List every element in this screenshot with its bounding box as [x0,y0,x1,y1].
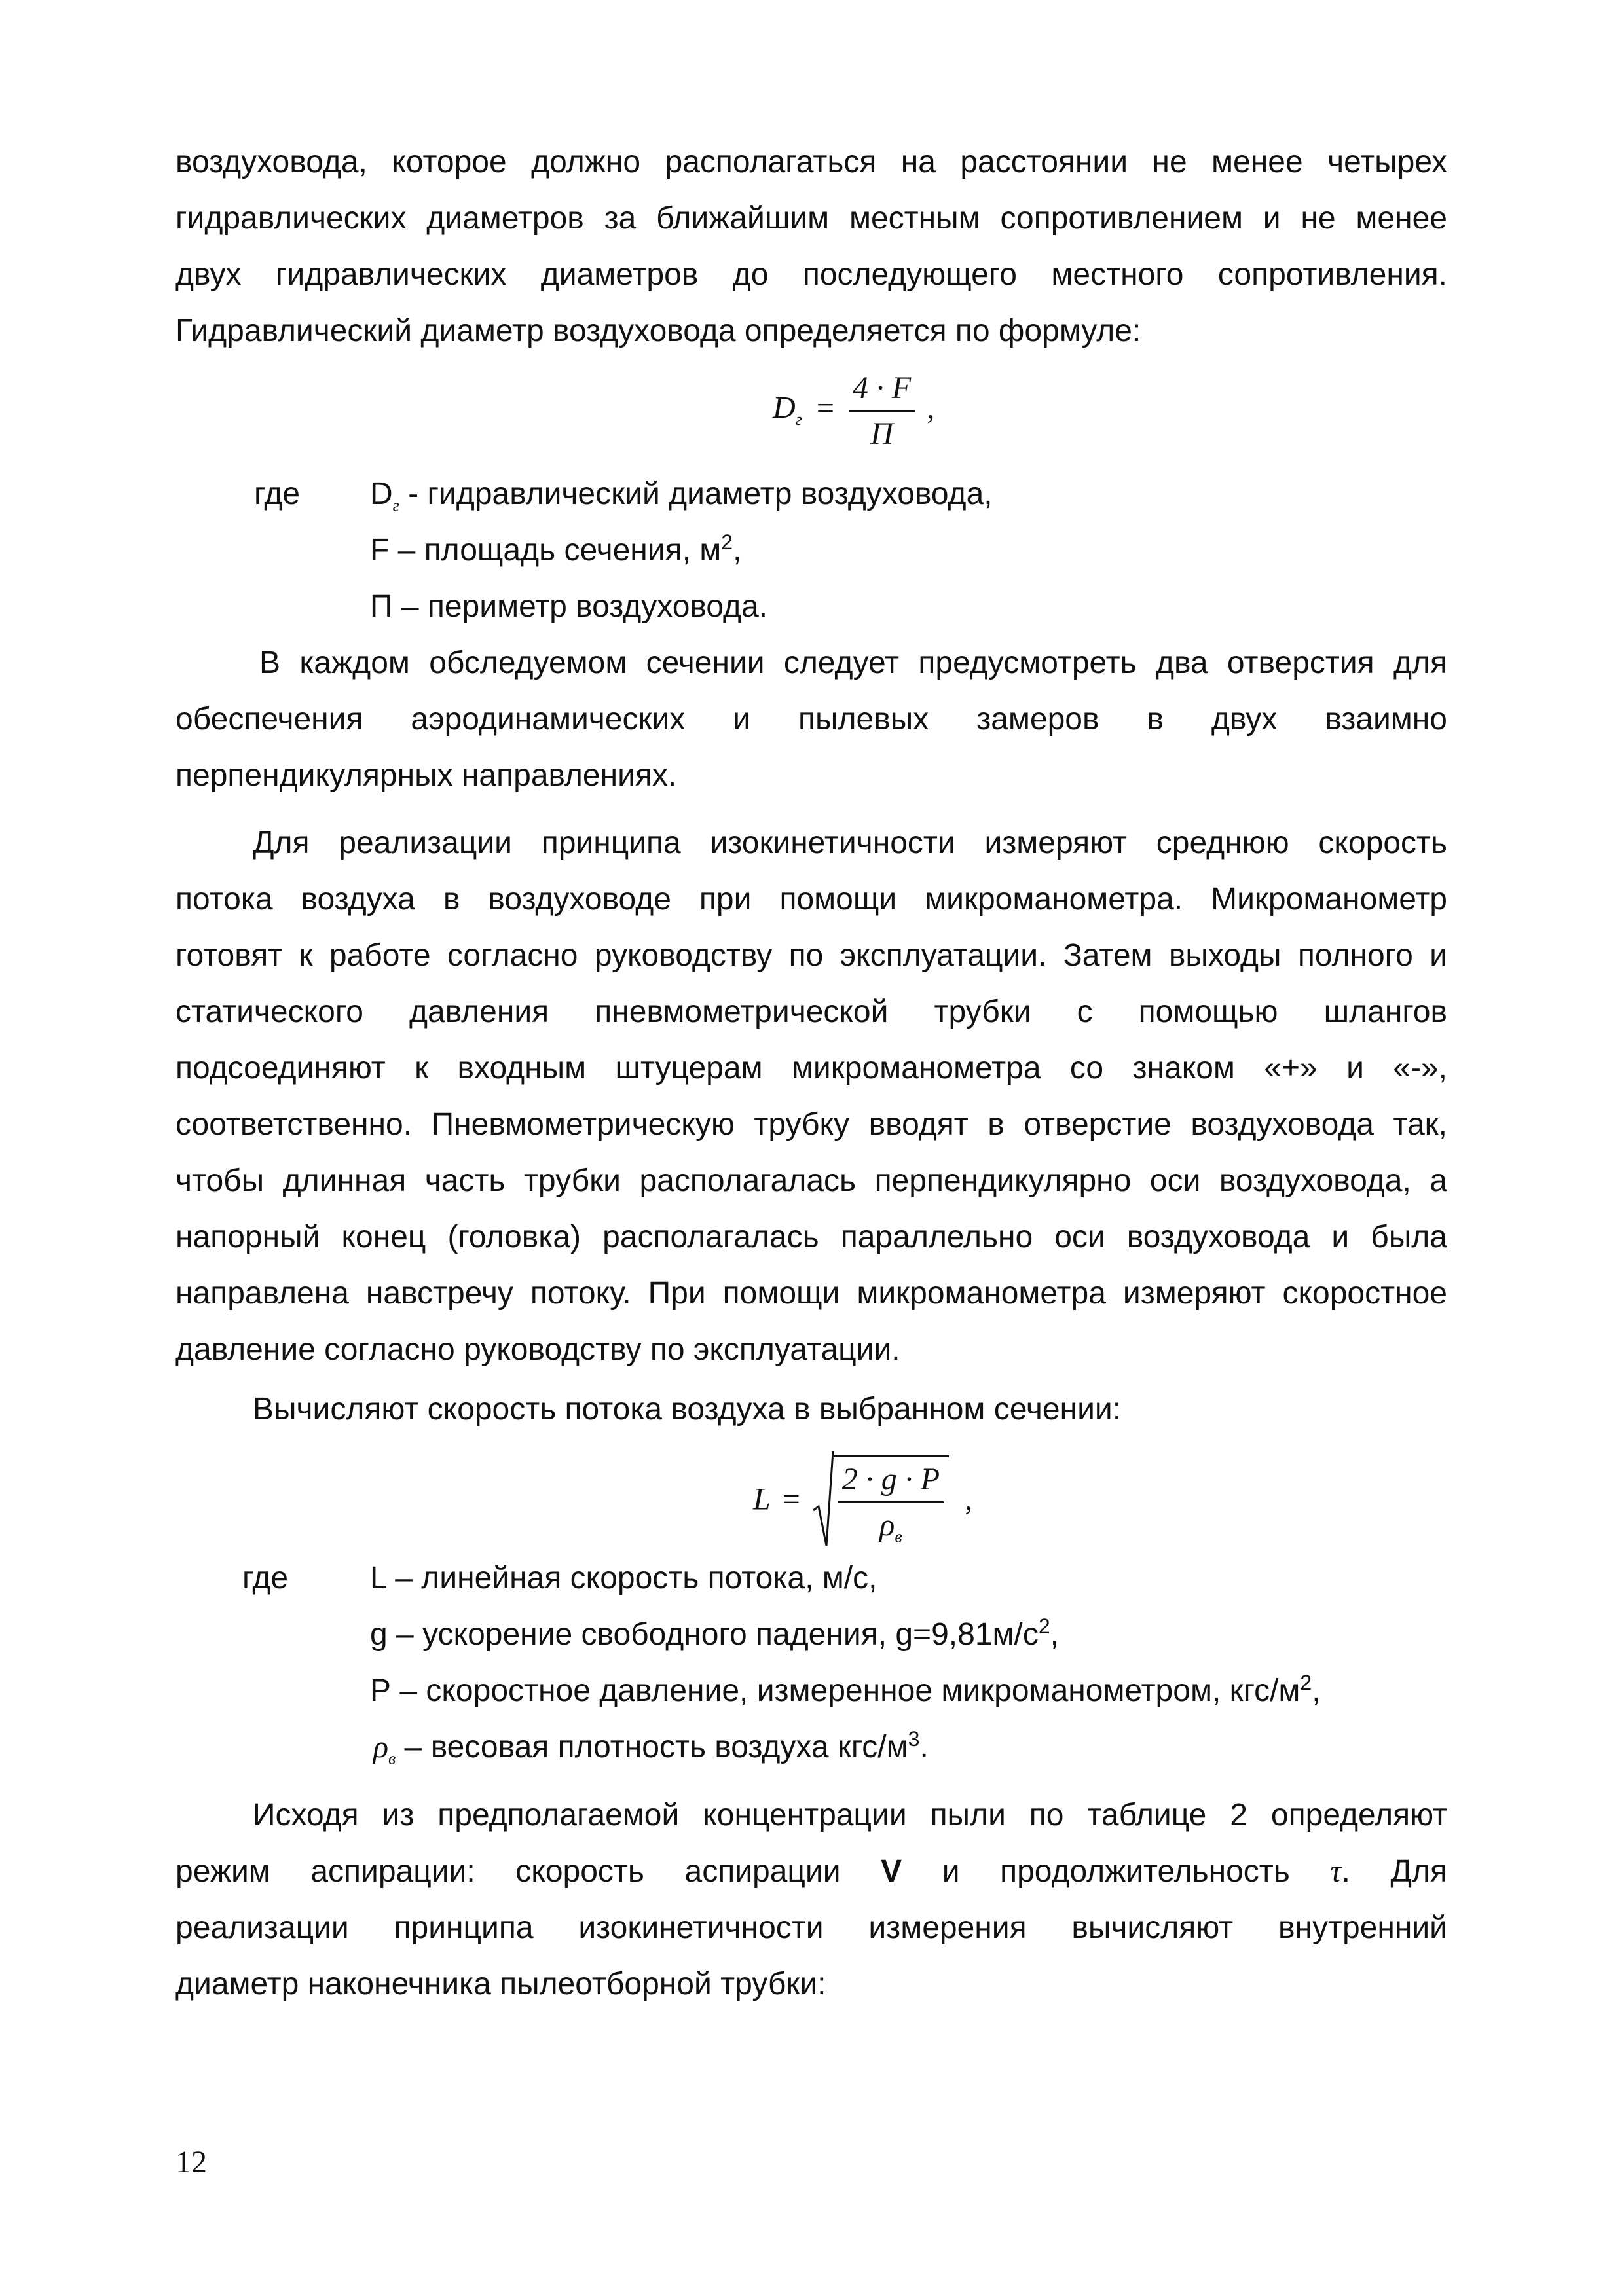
where-1-item [370,579,767,635]
where-1-symbol-sub: г [392,496,399,515]
paragraph-3-line: чтобы длинная часть трубки располагалась перпендикулярно оси воздуховода, а [175,1163,1447,1198]
paragraph-3 [175,815,1447,1378]
formula-2-trail: , [965,1482,973,1517]
where-2-text: Р – скоростное давление, измеренное микроманометром, кгс/м [370,1673,1301,1708]
formula-1-denominator: П [870,416,893,451]
formula-2-numerator: 2 · g · P [838,1461,944,1503]
paragraph-3-line: Для реализации принципа изокинетичности измеряют среднюю скорость [253,826,1447,860]
formula-1-lhs-sub: г [795,410,802,429]
paragraph-1-line: Гидравлический диаметр воздуховода определяется по формуле: [175,314,1141,348]
paragraph-2-line: обеспечения аэродинамических и пылевых замеров в двух взаимно [175,702,1447,737]
paragraph-1-line: гидравлических диаметров за ближайшим местным сопротивлением и не менее [175,201,1447,236]
where-2-text: L – линейная скорость потока, м/с, [370,1561,877,1595]
paragraph-3-line: соответственно. Пневмометрическую трубку вводят в отверстие воздуховода так, [175,1107,1447,1142]
where-2-symbol: ρ [373,1730,389,1764]
sqrt-radical-icon [812,1450,834,1548]
formula-2-rho: ρ [879,1508,895,1542]
paragraph-2 [175,635,1447,804]
formula-1-trail: , [927,390,935,426]
where-1-item [370,466,993,522]
formula-2-eq: = [782,1482,800,1517]
paragraph-1-line: двух гидравлических диаметров до последующего местного сопротивления. [175,257,1447,292]
formula-1-numerator: 4 · F [849,370,915,412]
formula-1-eq: = [816,390,834,426]
paragraph-3-line: давление согласно руководству по эксплуатации. [175,1332,900,1367]
where-2-item [370,1607,1059,1663]
where-2-sup: 2 [1300,1671,1312,1694]
where-1-text: П – периметр воздуховода. [370,589,768,624]
formula-2-fraction [833,1455,949,1546]
where-1-text: - гидравлический диаметр воздуховода, [399,477,993,511]
paragraph-5-line [175,1844,1447,1900]
where-2-sup: 3 [908,1727,920,1751]
where-2-item [373,1719,929,1776]
paragraph-5-text: и продолжительность [902,1854,1331,1889]
paragraph-5-line: Исходя из предполагаемой концентрации пыли по таблице 2 определяют [253,1798,1447,1832]
paragraph-3-line: направлена навстречу потоку. При помощи микроманометра измеряют скоростное [175,1276,1447,1311]
paragraph-3-line: готовят к работе согласно руководству по эксплуатации. Затем выходы полного и [175,938,1447,973]
formula-linear-velocity [753,1450,972,1548]
paragraph-5-line: диаметр наконечника пылеотборной трубки: [175,1967,826,2001]
formula-2-lhs: L [753,1482,771,1517]
where-1-symbol: D [370,477,393,511]
formula-1-fraction [849,370,915,452]
paragraph-1 [175,134,1447,359]
formula-2-denominator [838,1503,944,1546]
paragraph-2-line: В каждом обследуемом сечении следует предусмотреть два отверстия для [259,646,1447,680]
where-2-sup: 2 [1038,1614,1050,1638]
page-number: 12 [175,2145,207,2179]
where-2-tail: , [1312,1673,1321,1708]
paragraph-5-tau: τ [1330,1854,1342,1889]
where-2-text: g – ускорение свободного падения, g=9,81м/с [370,1617,1039,1652]
where-2-tail: , [1050,1617,1059,1652]
paragraph-3-line: потока воздуха в воздуховоде при помощи микроманометра. Микроманометр [175,882,1447,917]
where-2-label: где [242,1561,289,1595]
paragraph-5-text: . Для [1341,1854,1447,1889]
paragraph-5 [175,1787,1447,2013]
formula-1-lhs: D [773,390,796,426]
where-1-sup: 2 [721,530,733,554]
paragraph-2-line: перпендикулярных направлениях. [175,758,677,793]
where-2-symbol-sub: в [388,1749,396,1768]
where-1-label: где [254,477,301,511]
paragraph-3-line: статического давления пневмометрической трубки с помощью шлангов [175,994,1447,1029]
where-1-item [370,522,741,579]
where-2-item [370,1550,877,1607]
paragraph-1-line: воздуховода, которое должно располагаться на расстоянии не менее четырех [175,145,1447,179]
paragraph-5-bold-v: V [881,1854,902,1889]
paragraph-3-line: напорный конец (головка) располагалась параллельно оси воздуховода и была [175,1220,1447,1254]
where-1-tail: , [733,533,742,568]
formula-2-den-sub: в [895,1527,902,1546]
paragraph-3-line: подсоединяют к входным штуцерам микроманометра со знаком «+» и «-», [175,1051,1447,1085]
formula-hydraulic-diameter [773,370,934,452]
where-2-item [370,1663,1321,1719]
where-1-text: F – площадь сечения, м [370,533,722,568]
where-2-text: – весовая плотность воздуха кгс/м [396,1730,908,1764]
where-2-tail: . [919,1730,929,1764]
paragraph-5-line: реализации принципа изокинетичности измерения вычисляют внутренний [175,1910,1447,1945]
paragraph-4: Вычисляют скорость потока воздуха в выбранном сечении: [253,1392,1122,1427]
paragraph-5-text: режим аспирации: скорость аспирации [175,1854,881,1889]
